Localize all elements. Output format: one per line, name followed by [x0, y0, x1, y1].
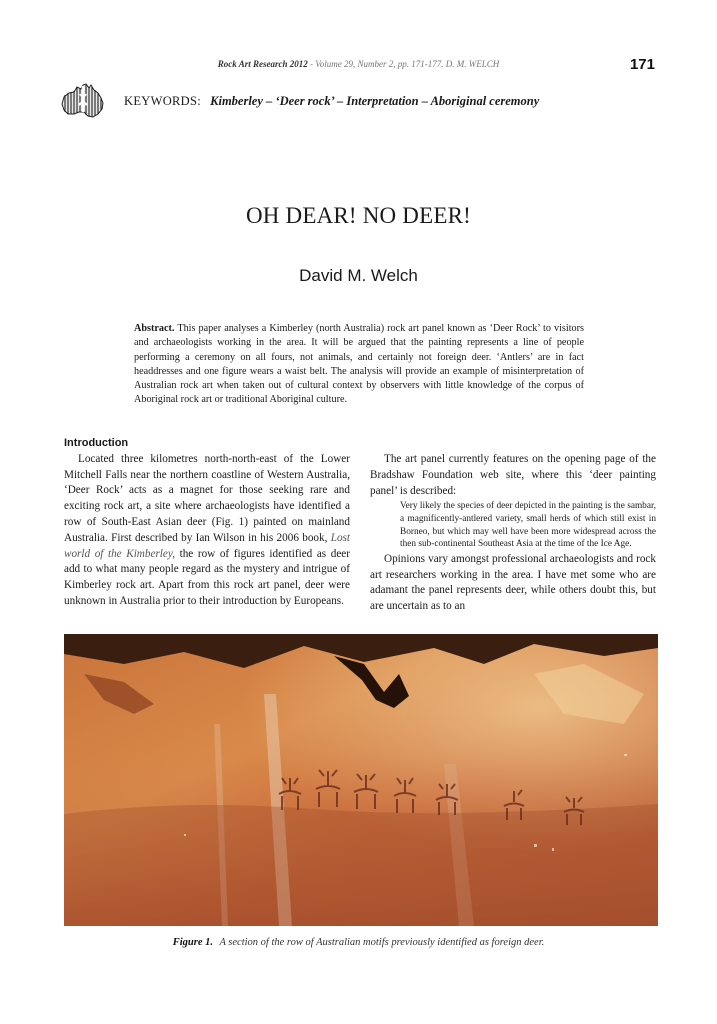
figure-caption: [0, 937, 717, 948]
abstract-text: This paper analyses a Kimberley (north Australia) rock art panel known as ‘Deer Rock’ to visitors and archaeologists working in the area. It will be argued that the painting represents a line of people performing a ceremony on all fours, not animals, and certainly not foreign deer. ‘Antlers’ are in fact headdresses and one figure wears a waist belt. The analysis will provide an example of misinterpretation of Australian rock art when taken out of cultural context by observers with little knowledge of the corpus of Aboriginal rock art or traditional Aboriginal culture.: [134, 323, 584, 406]
journal-year: 2012: [289, 59, 308, 69]
australia-logo-icon: [60, 81, 106, 121]
intro-paragraph-2: The art panel currently features on the opening page of the Bradshaw Foundation web site, where this ‘deer painting panel’ is described:: [370, 453, 656, 497]
keywords-label: KEYWORDS:: [124, 94, 202, 108]
intro-paragraph-1-part-b: the row of figures identified as deer add to what many people regard as the mystery and intrigue of Kimberley rock art. Apart from this rock art panel, deer were unknown in Australia prior to their introduction by Europeans.: [64, 547, 350, 607]
body-column-right: [370, 452, 656, 615]
paper-author: David M. Welch: [299, 266, 418, 285]
intro-paragraph-1: [64, 452, 350, 610]
abstract-label: Abstract.: [134, 323, 175, 334]
block-quote: Very likely the species of deer depicted in the painting is the sambar, a magnificently-antlered variety, small herds of which still exist in Borneo, but which may well have been more widespread across the then sub-continental Southeast Asia at the time of the Ice Age.: [400, 501, 656, 550]
keywords-terms: Kimberley – ‘Deer rock’ – Interpretation – Aboriginal ceremony: [210, 94, 540, 108]
journal-citation: Volume 29, Number 2, pp. 171-177.: [315, 59, 444, 69]
section-heading-introduction: Introduction: [64, 437, 129, 449]
intro-paragraph-3: Opinions vary amongst professional archaeologists and rock art researchers working in the area. I have met some who are adamant the panel represents deer, while others doubt this, but are uncertain as to an: [370, 552, 656, 613]
running-head: [0, 59, 717, 69]
header-separator: -: [309, 59, 313, 69]
keywords-line: [124, 94, 539, 109]
figure-1-rock-art-photo: [64, 634, 658, 926]
body-column-left: [64, 436, 350, 610]
book-title: Lost world of the Kimberley,: [64, 531, 350, 560]
journal-name: Rock Art Research: [217, 59, 288, 69]
intro-paragraph-1-part-a: Located three kilometres north-north-east of the Lower Mitchell Falls near the northern coastline of Western Australia, ‘Deer Rock’ acts as a magnet for those seeking rare and exciting rock art, a site where archaeologists have identified a row of South-East Asian deer (Fig. 1) painted on mainland Australia. First described by Ian Wilson in his 2006 book,: [64, 452, 350, 544]
abstract: [134, 322, 584, 408]
paper-title: OH DEAR! NO DEER!: [245, 203, 472, 228]
figure-label: Figure 1.: [172, 937, 213, 948]
page-number: 171: [629, 56, 655, 73]
figure-caption-text: A section of the row of Australian motifs previously identified as foreign deer.: [219, 937, 545, 948]
header-author: D. M. WELCH: [445, 59, 500, 69]
